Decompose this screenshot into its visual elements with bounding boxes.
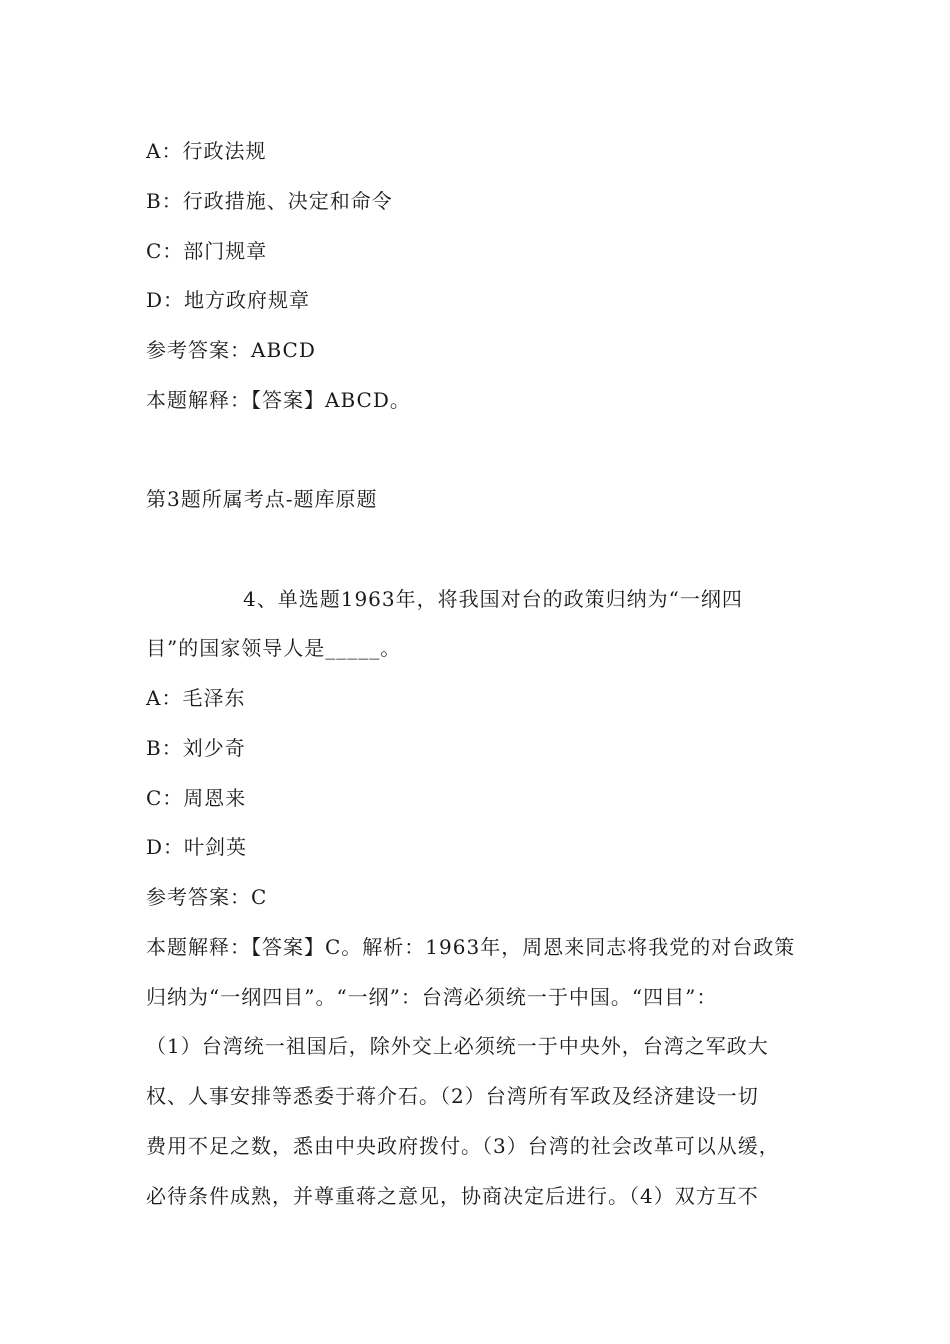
q4-stem-line-1: 4、单选题1963年，将我国对台的政策归纳为“一纲四 bbox=[243, 587, 743, 611]
q3-answer: 参考答案：ABCD bbox=[146, 338, 316, 362]
q4-explanation-line-3: （1）台湾统一祖国后，除外交上必须统一于中央外，台湾之军政大 bbox=[146, 1034, 769, 1058]
q4-explanation-line-2: 归纳为“一纲四目”。“一纲”：台湾必须统一于中国。“四目”： bbox=[146, 985, 718, 1009]
q3-option-b: B：行政措施、决定和命令 bbox=[146, 189, 393, 213]
q3-topic: 第3题所属考点-题库原题 bbox=[146, 487, 378, 511]
q4-option-d: D：叶剑英 bbox=[146, 835, 248, 859]
q4-explanation-line-5: 费用不足之数，悉由中央政府拨付。（3）台湾的社会改革可以从缓， bbox=[146, 1134, 780, 1158]
q4-answer: 参考答案：C bbox=[146, 885, 268, 909]
q3-explanation: 本题解释：【答案】ABCD。 bbox=[146, 388, 411, 412]
q3-option-a: A：行政法规 bbox=[146, 139, 267, 163]
q4-explanation-line-1: 本题解释：【答案】C。解析：1963年，周恩来同志将我党的对台政策 bbox=[146, 935, 796, 959]
q4-stem-line-2: 目”的国家领导人是_____。 bbox=[146, 636, 402, 660]
q3-option-c: C：部门规章 bbox=[146, 239, 268, 263]
q4-explanation-line-4: 权、人事安排等悉委于蒋介石。（2）台湾所有军政及经济建设一切 bbox=[146, 1084, 759, 1108]
q4-option-a: A：毛泽东 bbox=[146, 686, 246, 710]
q4-option-b: B：刘少奇 bbox=[146, 736, 246, 760]
q4-option-c: C：周恩来 bbox=[146, 786, 247, 810]
q4-explanation-line-6: 必待条件成熟，并尊重蒋之意见，协商决定后进行。（4）双方互不 bbox=[146, 1184, 759, 1208]
q3-option-d: D：地方政府规章 bbox=[146, 288, 311, 312]
